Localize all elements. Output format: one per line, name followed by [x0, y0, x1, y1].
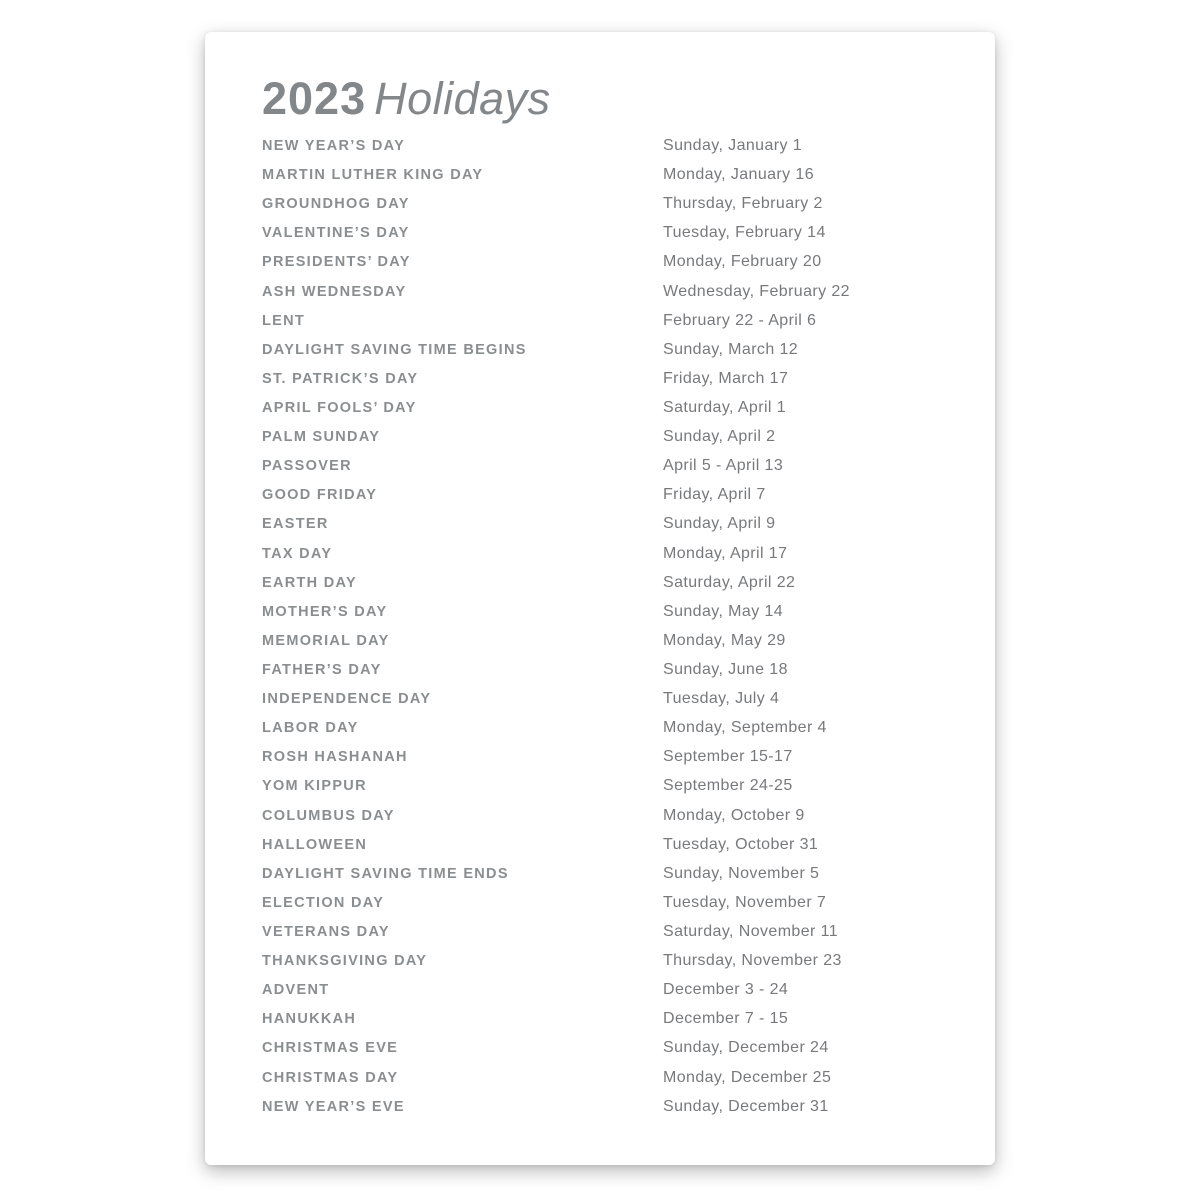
holiday-name: PASSOVER [262, 458, 352, 475]
holiday-name: HALLOWEEN [262, 836, 368, 853]
holiday-date: Sunday, December 31 [663, 1097, 829, 1115]
holiday-date: December 7 - 15 [663, 1010, 789, 1028]
holiday-date: Tuesday, July 4 [663, 690, 780, 708]
holiday-date: February 22 - April 6 [663, 311, 817, 329]
holiday-row [262, 836, 975, 865]
holiday-date: Friday, April 7 [663, 486, 766, 504]
holiday-row [262, 341, 975, 370]
holiday-name: ST. PATRICK’S DAY [262, 370, 419, 387]
holiday-name: APRIL FOOLS’ DAY [262, 399, 417, 416]
holiday-date: Sunday, May 14 [663, 602, 784, 620]
holiday-date: Monday, October 9 [663, 806, 805, 824]
holiday-row [262, 137, 975, 166]
title-word: Holidays [374, 73, 551, 124]
page-title [262, 73, 551, 124]
holiday-row [262, 253, 975, 282]
holiday-date: Monday, April 17 [663, 544, 788, 562]
holiday-name: CHRISTMAS EVE [262, 1040, 399, 1057]
holiday-row [262, 457, 975, 486]
holiday-name: MARTIN LUTHER KING DAY [262, 167, 484, 184]
holiday-name: ASH WEDNESDAY [262, 283, 407, 300]
holiday-row [262, 632, 975, 661]
holiday-row [262, 312, 975, 341]
holiday-name: DAYLIGHT SAVING TIME BEGINS [262, 341, 527, 358]
holiday-date: Tuesday, February 14 [663, 224, 826, 242]
holiday-name: ADVENT [262, 982, 330, 999]
holiday-row [262, 486, 975, 515]
holiday-date: Monday, September 4 [663, 719, 827, 737]
holiday-row [262, 195, 975, 224]
holiday-row [262, 865, 975, 894]
holiday-date: Monday, December 25 [663, 1068, 832, 1086]
holiday-name: EARTH DAY [262, 574, 357, 591]
holiday-name: NEW YEAR’S EVE [262, 1098, 405, 1115]
holiday-name: MOTHER’S DAY [262, 603, 388, 620]
holiday-row [262, 807, 975, 836]
holiday-name: LENT [262, 312, 306, 329]
holiday-row [262, 224, 975, 253]
holiday-name: TAX DAY [262, 545, 333, 562]
holiday-row [262, 894, 975, 923]
holiday-name: EASTER [262, 516, 329, 533]
holiday-row [262, 603, 975, 632]
holiday-date: Saturday, April 1 [663, 398, 787, 416]
holiday-date: Monday, January 16 [663, 166, 814, 184]
holiday-name: ROSH HASHANAH [262, 749, 408, 766]
holiday-date: Tuesday, November 7 [663, 893, 827, 911]
holiday-name: PALM SUNDAY [262, 429, 381, 446]
holiday-row [262, 428, 975, 457]
holiday-date: Tuesday, October 31 [663, 835, 819, 853]
holiday-name: THANKSGIVING DAY [262, 953, 428, 970]
holiday-date: Sunday, June 18 [663, 660, 788, 678]
holiday-row [262, 777, 975, 806]
holiday-row [262, 283, 975, 312]
holiday-name: GOOD FRIDAY [262, 487, 378, 504]
holiday-date: Thursday, November 23 [663, 952, 842, 970]
title-year: 2023 [262, 73, 367, 124]
holiday-name: GROUNDHOG DAY [262, 196, 410, 213]
holiday-date: Friday, March 17 [663, 369, 789, 387]
holiday-date: Saturday, April 22 [663, 573, 796, 591]
holiday-date: December 3 - 24 [663, 981, 789, 999]
holiday-name: FATHER’S DAY [262, 661, 382, 678]
holiday-date: Monday, May 29 [663, 631, 786, 649]
holiday-name: VETERANS DAY [262, 923, 390, 940]
holiday-row [262, 166, 975, 195]
holiday-date: Sunday, January 1 [663, 137, 803, 154]
holiday-date: Monday, February 20 [663, 253, 822, 271]
holiday-row [262, 1069, 975, 1098]
holiday-list [262, 137, 975, 1127]
holiday-name: PRESIDENTS’ DAY [262, 254, 411, 271]
holiday-name: YOM KIPPUR [262, 778, 367, 795]
holiday-row [262, 574, 975, 603]
holiday-row [262, 661, 975, 690]
holiday-row [262, 545, 975, 574]
calendar-page [205, 32, 995, 1165]
holiday-row [262, 748, 975, 777]
holiday-name: MEMORIAL DAY [262, 632, 390, 649]
holiday-date: Saturday, November 11 [663, 922, 839, 940]
holiday-row [262, 923, 975, 952]
holiday-name: HANUKKAH [262, 1011, 357, 1028]
holiday-date: September 24-25 [663, 777, 793, 795]
holiday-date: Thursday, February 2 [663, 195, 823, 213]
holiday-name: NEW YEAR’S DAY [262, 138, 406, 154]
holiday-row [262, 515, 975, 544]
holiday-name: DAYLIGHT SAVING TIME ENDS [262, 865, 509, 882]
holiday-date: Sunday, December 24 [663, 1039, 829, 1057]
holiday-date: April 5 - April 13 [663, 457, 784, 475]
holiday-date: Sunday, April 9 [663, 515, 776, 533]
holiday-row [262, 952, 975, 981]
holiday-name: COLUMBUS DAY [262, 807, 395, 824]
holiday-date: Wednesday, February 22 [663, 282, 850, 300]
holiday-name: CHRISTMAS DAY [262, 1069, 399, 1086]
holiday-name: INDEPENDENCE DAY [262, 691, 432, 708]
holiday-row [262, 981, 975, 1010]
holiday-row [262, 1039, 975, 1068]
holiday-date: Sunday, April 2 [663, 428, 776, 446]
holiday-date: Sunday, March 12 [663, 340, 799, 358]
holiday-name: LABOR DAY [262, 720, 359, 737]
holiday-date: Sunday, November 5 [663, 864, 820, 882]
holiday-row [262, 399, 975, 428]
holiday-name: VALENTINE’S DAY [262, 225, 410, 242]
holiday-row [262, 1010, 975, 1039]
holiday-row [262, 370, 975, 399]
holiday-name: ELECTION DAY [262, 894, 385, 911]
holiday-row [262, 719, 975, 748]
holiday-date: September 15-17 [663, 748, 793, 766]
holiday-row [262, 690, 975, 719]
holiday-row [262, 1098, 975, 1127]
